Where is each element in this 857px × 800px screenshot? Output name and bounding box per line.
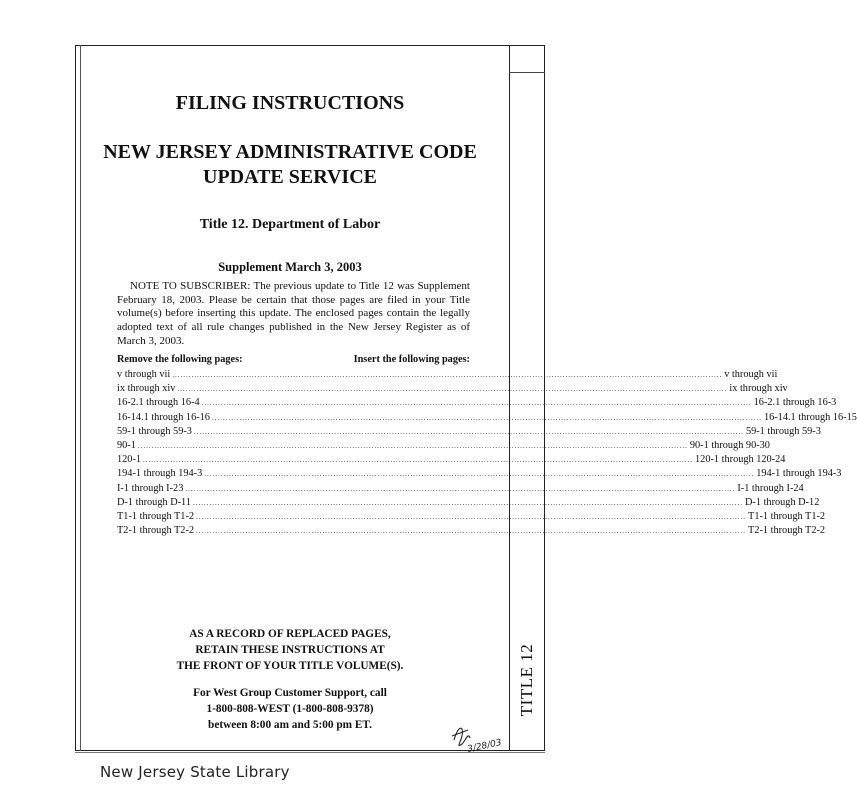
insert-pages: v through vii: [724, 369, 778, 380]
remove-pages: I-1 through I-23: [117, 482, 184, 494]
record-line-2: RETAIN THESE INSTRUCTIONS AT: [195, 644, 385, 656]
dot-leader: ........................................................................................................................................................................................................: [137, 441, 688, 450]
remove-pages: 120-1: [117, 454, 142, 466]
insert-pages: 90-1 through 90-30: [689, 439, 770, 451]
dot-leader: ........................................................................................................................................................................................................: [196, 512, 747, 521]
insert-pages: ix through xiv: [729, 383, 788, 395]
record-line-1: AS A RECORD OF REPLACED PAGES,: [189, 628, 391, 640]
remove-pages: 16-14.1 through 16-16: [117, 411, 210, 423]
table-row: [117, 411, 857, 426]
document-subtitle: Title 12. Department of Labor: [199, 217, 381, 232]
table-row: [117, 496, 820, 511]
insert-pages: 16-14.1 through 16-15: [763, 411, 857, 423]
remove-header: Remove the following pages:: [117, 354, 243, 365]
tab-divider: [509, 45, 510, 751]
table-row: [117, 525, 826, 539]
remove-pages: 90-1: [117, 439, 136, 451]
dot-leader: ........................................................................................................................................................................................................: [201, 399, 752, 408]
insert-pages: 194-1 through 194-3: [756, 468, 842, 480]
table-row: [117, 383, 788, 397]
code-title-line-2: UPDATE SERVICE: [203, 166, 377, 188]
table-row: [117, 510, 826, 525]
remove-pages: D-1 through D-11: [117, 496, 191, 508]
page-list: [117, 369, 857, 539]
support-line-3: between 8:00 am and 5:00 pm ET.: [208, 719, 372, 731]
dot-leader: ........................................................................................................................................................................................................: [192, 498, 743, 507]
library-stamp: New Jersey State Library: [100, 763, 290, 781]
dot-leader: ........................................................................................................................................................................................................: [193, 427, 744, 436]
code-title-line-1: NEW JERSEY ADMINISTRATIVE CODE: [103, 141, 477, 163]
handwritten-signature: [448, 718, 518, 758]
dot-leader: ........................................................................................................................................................................................................: [177, 385, 728, 394]
support-notice: [95, 685, 485, 733]
table-row: [117, 454, 786, 468]
title-tab-label: TITLE 12: [517, 643, 536, 717]
remove-pages: ix through xiv: [117, 383, 176, 395]
insert-pages: 16-2.1 through 16-3: [753, 397, 837, 409]
insert-pages: 59-1 through 59-3: [745, 425, 821, 437]
remove-pages: 194-1 through 194-3: [117, 468, 203, 480]
insert-pages: I-1 through I-24: [737, 482, 804, 494]
supplement-date: Supplement March 3, 2003: [218, 260, 362, 274]
document-title: FILING INSTRUCTIONS: [175, 92, 405, 114]
title-tab: [514, 640, 540, 720]
signature-date: 3/28/03: [466, 737, 503, 755]
support-line-2: 1-800-808-WEST (1-800-808-9378): [206, 703, 374, 715]
dot-leader: ........................................................................................................................................................................................................: [143, 456, 694, 465]
insert-pages: 120-1 through 120-24: [695, 454, 786, 466]
table-row: [117, 369, 778, 383]
remove-pages: T2-1 through T2-2: [117, 525, 195, 537]
insert-header: Insert the following pages:: [353, 354, 470, 365]
record-notice: [95, 626, 485, 674]
remove-pages: T1-1 through T1-2: [117, 510, 195, 522]
dot-leader: ........................................................................................................................................................................................................: [185, 484, 736, 493]
table-row: [117, 439, 770, 454]
table-row: [117, 397, 837, 411]
remove-pages: v through vii: [117, 369, 171, 380]
subscriber-note: NOTE TO SUBSCRIBER: The previous update to Title 12 was Supplement February 18, 2003. Please be certain that those pages are filed in your Title volume(s) before inserting this update. The enclosed pages contain the legally adopted text of all rule changes published in the New Jersey Register as of March 3, 2003.: [117, 280, 470, 347]
table-row: [117, 482, 804, 497]
record-line-3: THE FRONT OF YOUR TITLE VOLUME(S).: [176, 660, 404, 672]
remove-pages: 16-2.1 through 16-4: [117, 397, 200, 409]
dot-leader: ........................................................................................................................................................................................................: [204, 470, 755, 479]
table-row: [117, 468, 842, 482]
dot-leader: ........................................................................................................................................................................................................: [172, 371, 723, 379]
dot-leader: ........................................................................................................................................................................................................: [196, 527, 747, 536]
insert-pages: T2-1 through T2-2: [748, 525, 826, 537]
insert-pages: T1-1 through T1-2: [748, 510, 826, 522]
support-line-1: For West Group Customer Support, call: [193, 687, 387, 699]
remove-pages: 59-1 through 59-3: [117, 425, 192, 437]
table-row: [117, 425, 821, 440]
insert-pages: D-1 through D-12: [744, 496, 820, 508]
frame-inner-rule: [80, 45, 81, 751]
tab-top-rule: [509, 72, 545, 73]
code-title: [95, 140, 485, 190]
dot-leader: ........................................................................................................................................................................................................: [211, 413, 762, 422]
